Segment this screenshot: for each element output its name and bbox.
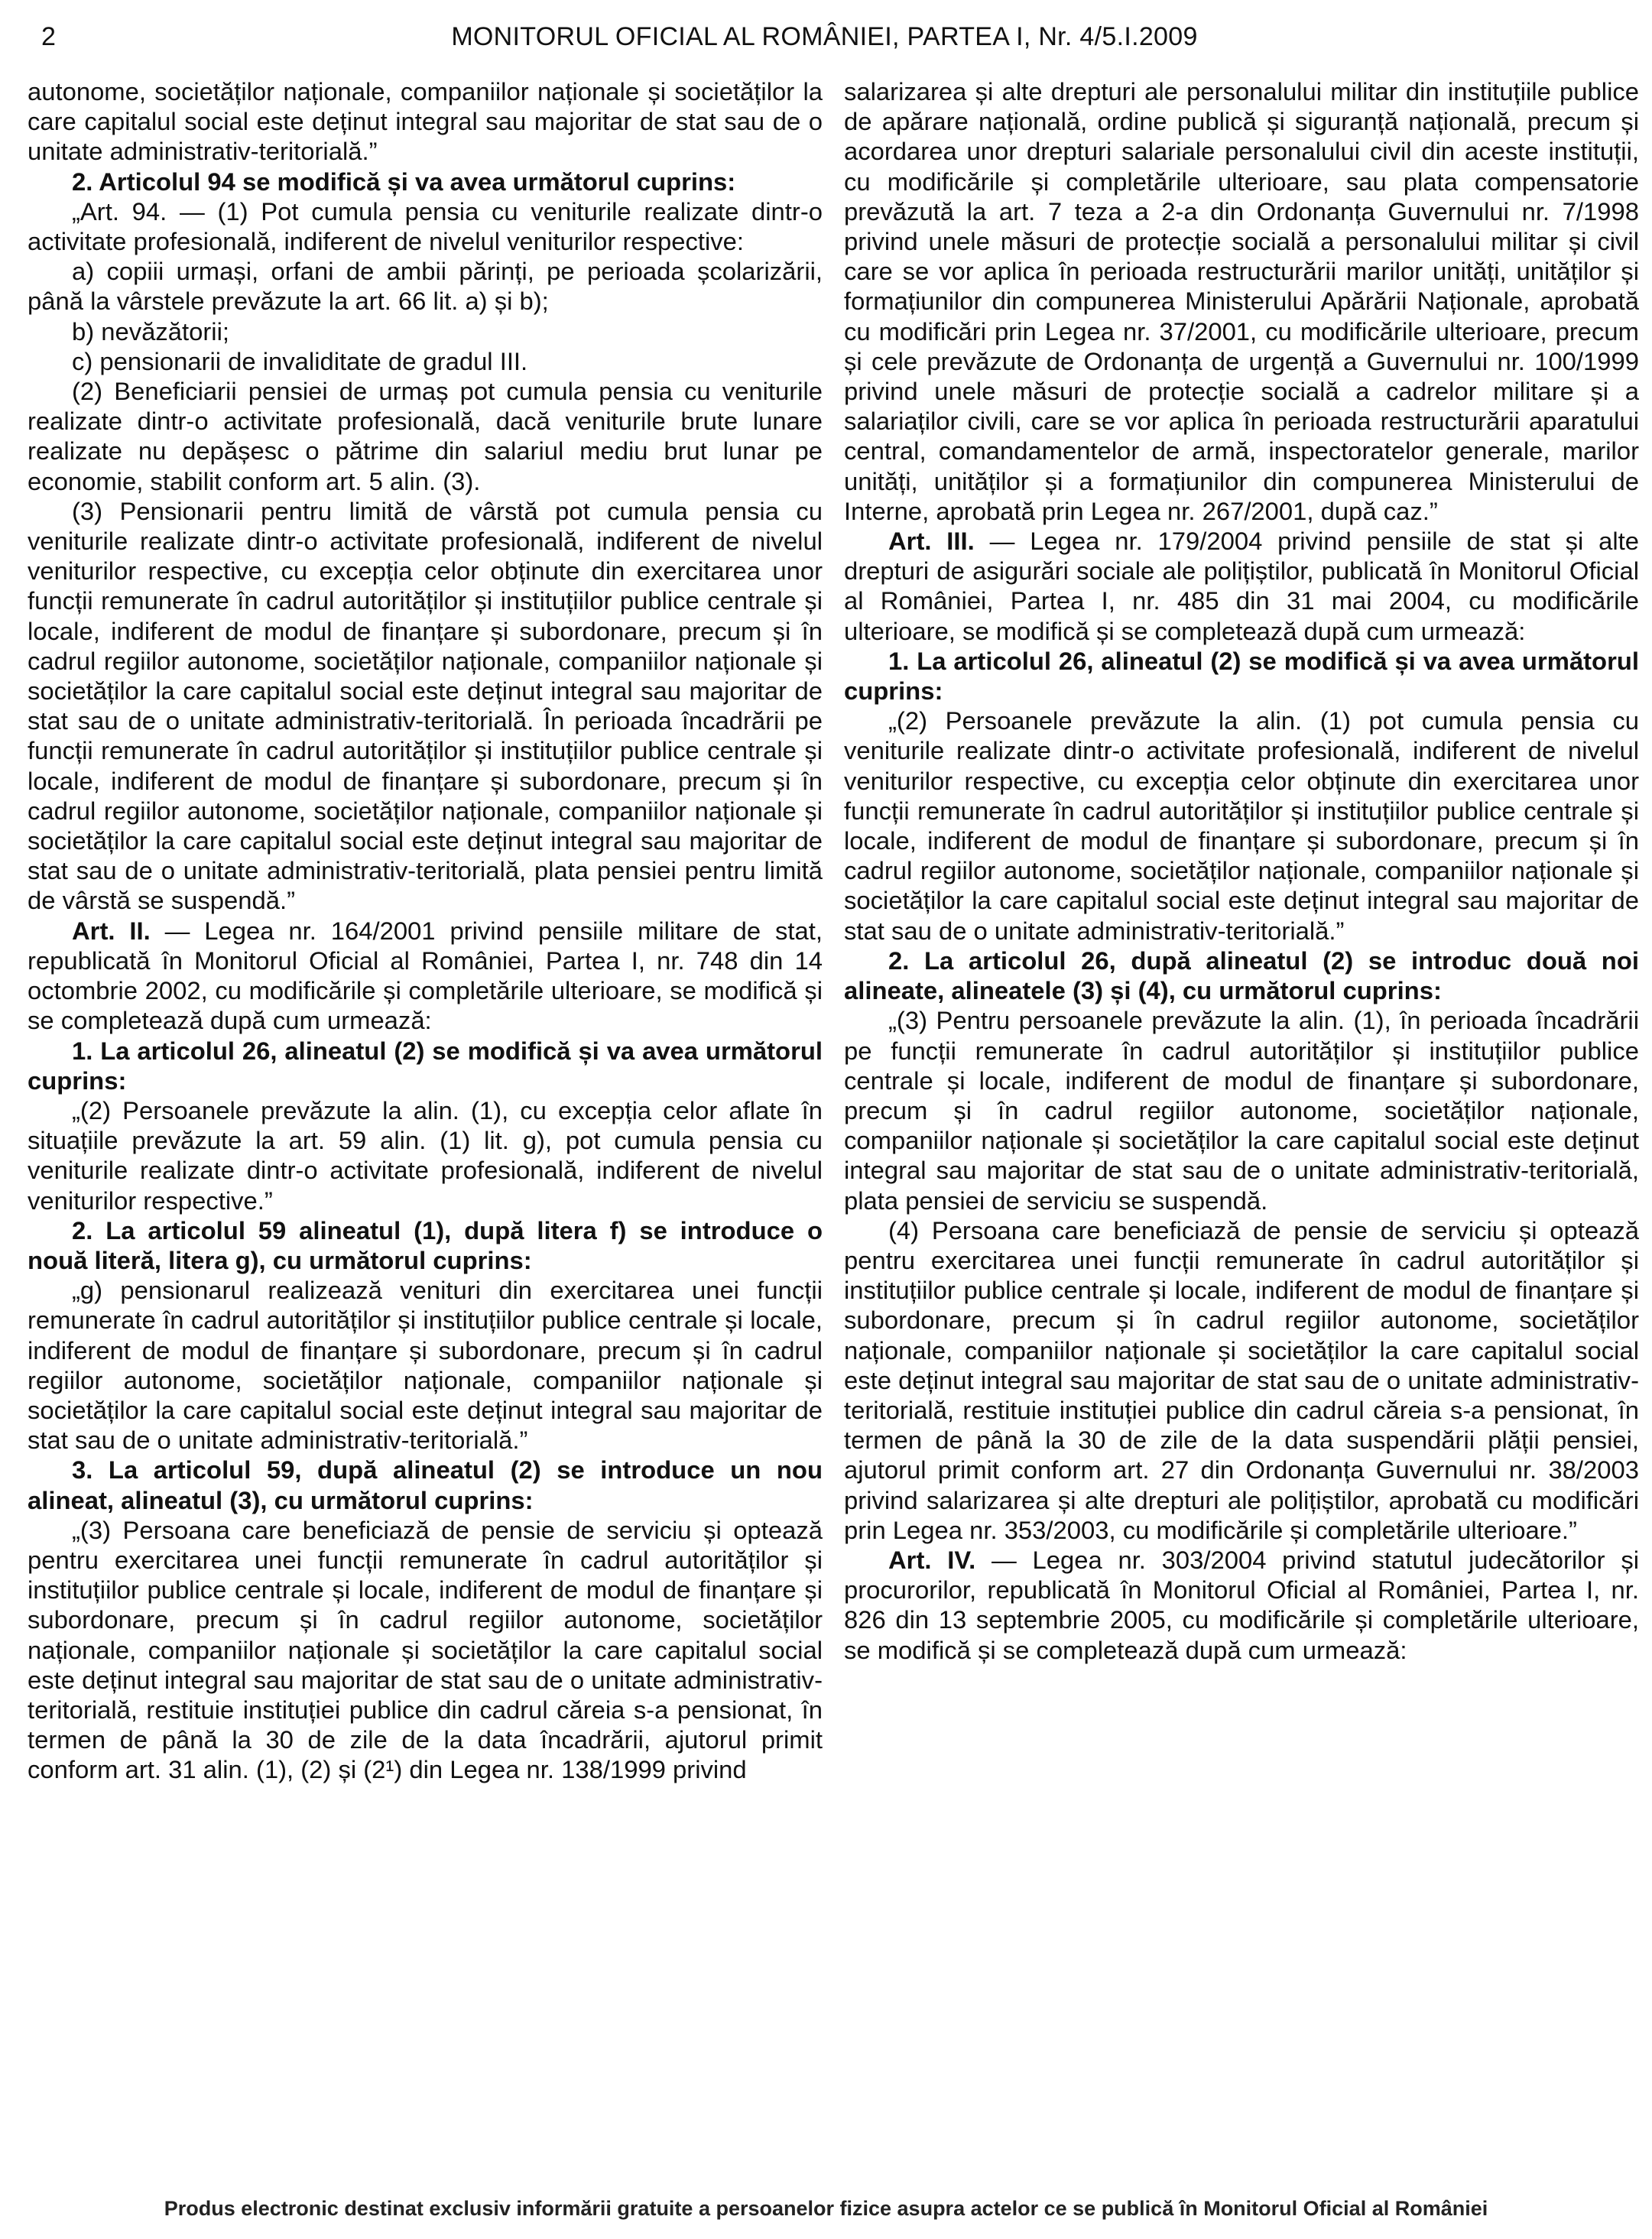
paragraph: „g) pensionarul realizează venituri din exercitarea unei funcții remunerate în cadrul autorităților și instituțiilor publice centrale și locale, indiferent de modul de finanțare și subordonare, precum și în cadrul regiilor autonome, societăților naționale, companiilor naționale și societăților la care capitalul social este deținut integral sau majoritar de stat sau de o unitate administrativ-teritorială.” xyxy=(28,1276,823,1455)
article-label: Art. II. xyxy=(72,916,151,945)
page-footer: Produs electronic destinat exclusiv informării gratuite a persoanelor fizice asupra actelor ce se publică în Monitorul Oficial al României xyxy=(164,2197,1488,2220)
paragraph: c) pensionarii de invaliditate de gradul III. xyxy=(72,346,528,375)
page-number: 2 xyxy=(41,22,56,51)
article-label: Art. III. xyxy=(888,527,975,556)
paragraph: „(3) Pentru persoanele prevăzute la alin. (1), în perioada încadrării pe funcții remunerate în cadrul autorităților și instituțiilor publice centrale și locale, indiferent de modul de finanțare și subordonare, precum și în cadrul regiilor autonome, societăților naționale, companiilor naționale și societăților la care capitalul social este deținut integral sau majoritar de stat sau de o unitate administrativ-teritorială, plata pensiei de serviciu se suspendă. xyxy=(844,1006,1639,1215)
publication-title: MONITORUL OFICIAL AL ROMÂNIEI, PARTEA I, Nr. 4/5.I.2009 xyxy=(451,22,1198,51)
paragraph: „(2) Persoanele prevăzute la alin. (1), cu excepția celor aflate în situațiile prevăzute la art. 59 alin. (1) lit. g), pot cumula pensia cu veniturile realizate dintr-o activitate profesională, indiferent de nivelul veniturilor respective.” xyxy=(28,1095,823,1215)
paragraph: (3) Pensionarii pentru limită de vârstă pot cumula pensia cu veniturile realizate dintr-o activitate profesională, indiferent de nivelul veniturilor respective, cu excepția celor obținute din exercitarea unor funcții remunerate în cadrul autorităților și instituțiilor publice centrale și locale, indiferent de modul de finanțare și subordonare, precum și în cadrul regiilor autonome, societăților naționale, companiilor naționale și societăților la care capitalul social este deținut integral sau majoritar de stat sau de o unitate administrativ-teritorială. În perioada încadrării pe funcții remunerate în cadrul autorităților și instituțiilor publice centrale și locale, indiferent de modul de finanțare și subordonare, precum și în cadrul regiilor autonome, societăților naționale, companiilor naționale și societăților la care capitalul social este deținut integral sau majoritar de stat sau de o unitate administrativ-teritorială, plata pensiei pentru limită de vârstă se suspendă.” xyxy=(28,496,823,915)
left-column xyxy=(28,76,823,1785)
continued-paragraph: autonome, societăților naționale, companiilor naționale și societăților la care capitalul social este deținut integral sau majoritar de stat sau de o unitate administrativ-teritorială.” xyxy=(28,77,823,166)
article-paragraph xyxy=(28,916,823,1036)
article-text: — Legea nr. 164/2001 privind pensiile militare de stat, republicată în Monitorul Oficial al României, Partea I, nr. 748 din 14 octombrie 2002, cu modificările și completările ulterioare, se modifică și se completează după cum urmează: xyxy=(28,916,823,1035)
article-label: Art. IV. xyxy=(888,1545,976,1574)
right-column xyxy=(844,76,1639,1665)
paragraph: (2) Beneficiarii pensiei de urmaș pot cumula pensia cu veniturile realizate dintr-o activitate profesională, dacă veniturile brute lunare realizate nu depășesc o pătrime din salariul mediu brut lunar pe economie, stabilit conform art. 5 alin. (3). xyxy=(28,377,823,495)
article-paragraph xyxy=(844,526,1639,646)
continued-paragraph: salarizarea și alte drepturi ale personalului militar din instituțiile publice de apărare națională, ordine publică și siguranță națională, precum și acordarea unor drepturi salariale personalului civil din aceste instituții, cu modificările și completările ulterioare, sau plata compensatorie prevăzută la art. 7 teza a 2-a din Ordonanța Guvernului nr. 7/1998 privind unele măsuri de protecție socială a personalului militar și civil care se vor aplica în perioada restructurării marilor unități, unităților și formațiunilor din compunerea Ministerului Apărării Naționale, aprobată cu modificări prin Legea nr. 37/2001, cu modificările ulterioare, precum și cele prevăzute de Ordonanța de urgență a Guvernului nr. 100/1999 privind unele măsuri de protecție socială a cadrelor militare și a salariaților civili, care se vor aplica în perioada restructurării aparatului central, comandamentelor de armă, inspectoratelor generale, marilor unități, unităților și a formațiunilor din compunerea Ministerului de Interne, aprobată prin Legea nr. 267/2001, după caz.” xyxy=(844,77,1639,525)
amendment-heading: 1. La articolul 26, alineatul (2) se modifică și va avea următorul cuprins: xyxy=(28,1036,823,1095)
amendment-heading: 2. La articolul 26, după alineatul (2) se introduc două noi alineate, alineatele (3) și (4), cu următorul cuprins: xyxy=(844,946,1639,1005)
paragraph: „(3) Persoana care beneficiază de pensie de serviciu și optează pentru exercitarea unei funcții remunerate în cadrul autorităților și instituțiilor publice centrale și locale, indiferent de modul de finanțare și subordonare, precum și în cadrul regiilor autonome, societăților naționale, companiilor naționale și societăților la care capitalul social este deținut integral sau majoritar de stat sau de o unitate administrativ-teritorială, restituie instituției publice din cadrul căreia s-a pensionat, în termen de până la 30 de zile de la data încadrării, ajutorul primit conform art. 31 alin. (1), (2) și (2¹) din Legea nr. 138/1999 privind xyxy=(28,1515,823,1784)
amendment-heading: 2. Articolul 94 se modifică și va avea următorul cuprins: xyxy=(72,167,736,196)
article-text: — Legea nr. 179/2004 privind pensiile de stat și alte drepturi de asigurări sociale ale polițiștilor, publicată în Monitorul Oficial al României, Partea I, nr. 485 din 31 mai 2004, cu modificările ulterioare, se modifică și se completează după cum urmează: xyxy=(844,527,1639,645)
amendment-heading: 2. La articolul 59 alineatul (1), după litera f) se introduce o nouă literă, litera g), cu următorul cuprins: xyxy=(28,1215,823,1274)
article-paragraph xyxy=(844,1545,1639,1665)
page-header xyxy=(28,14,1621,60)
amendment-heading: 3. La articolul 59, după alineatul (2) se introduce un nou alineat, alineatul (3), cu următorul cuprins: xyxy=(28,1455,823,1514)
paragraph: „(2) Persoanele prevăzute la alin. (1) pot cumula pensia cu veniturile realizate dintr-o activitate profesională, indiferent de nivelul veniturilor respective, cu excepția celor obținute din exercitarea unor funcții remunerate în cadrul autorităților și instituțiilor publice centrale și locale, indiferent de modul de finanțare și subordonare, precum și în cadrul regiilor autonome, societăților naționale, companiilor naționale și societăților la care capitalul social este deținut integral sau majoritar de stat sau de o unitate administrativ-teritorială.” xyxy=(844,706,1639,945)
amendment-heading: 1. La articolul 26, alineatul (2) se modifică și va avea următorul cuprins: xyxy=(844,646,1639,706)
paragraph: a) copiii urmași, orfani de ambii părinți, pe perioada școlarizării, până la vârstele prevăzute la art. 66 lit. a) și b); xyxy=(28,257,823,316)
article-text: — Legea nr. 303/2004 privind statutul judecătorilor și procurorilor, republicată în Monitorul Oficial al României, Partea I, nr. 826 din 13 septembrie 2005, cu modificările și completările ulterioare, se modifică și se completează după cum urmează: xyxy=(844,1545,1640,1664)
paragraph: „Art. 94. — (1) Pot cumula pensia cu veniturile realizate dintr-o activitate profesională, indiferent de nivelul veniturilor respective: xyxy=(28,196,823,256)
paragraph: (4) Persoana care beneficiază de pensie de serviciu și optează pentru exercitarea unei funcții remunerate în cadrul autorităților și instituțiilor publice centrale și locale, indiferent de modul de finanțare și subordonare, precum și în cadrul regiilor autonome, societăților naționale, companiilor naționale și societăților la care capitalul social este deținut integral sau majoritar de stat sau de o unitate administrativ-teritorială, restituie instituției publice din cadrul căreia s-a pensionat, în termen de până la 30 de zile de la data suspendării plății pensiei, ajutorul primit conform art. 27 din Ordonanța Guvernului nr. 38/2003 privind salarizarea și alte drepturi ale polițiștilor, aprobată cu modificări prin Legea nr. 353/2003, cu modificările și completările ulterioare.” xyxy=(844,1215,1639,1544)
paragraph: b) nevăzătorii; xyxy=(72,316,229,346)
